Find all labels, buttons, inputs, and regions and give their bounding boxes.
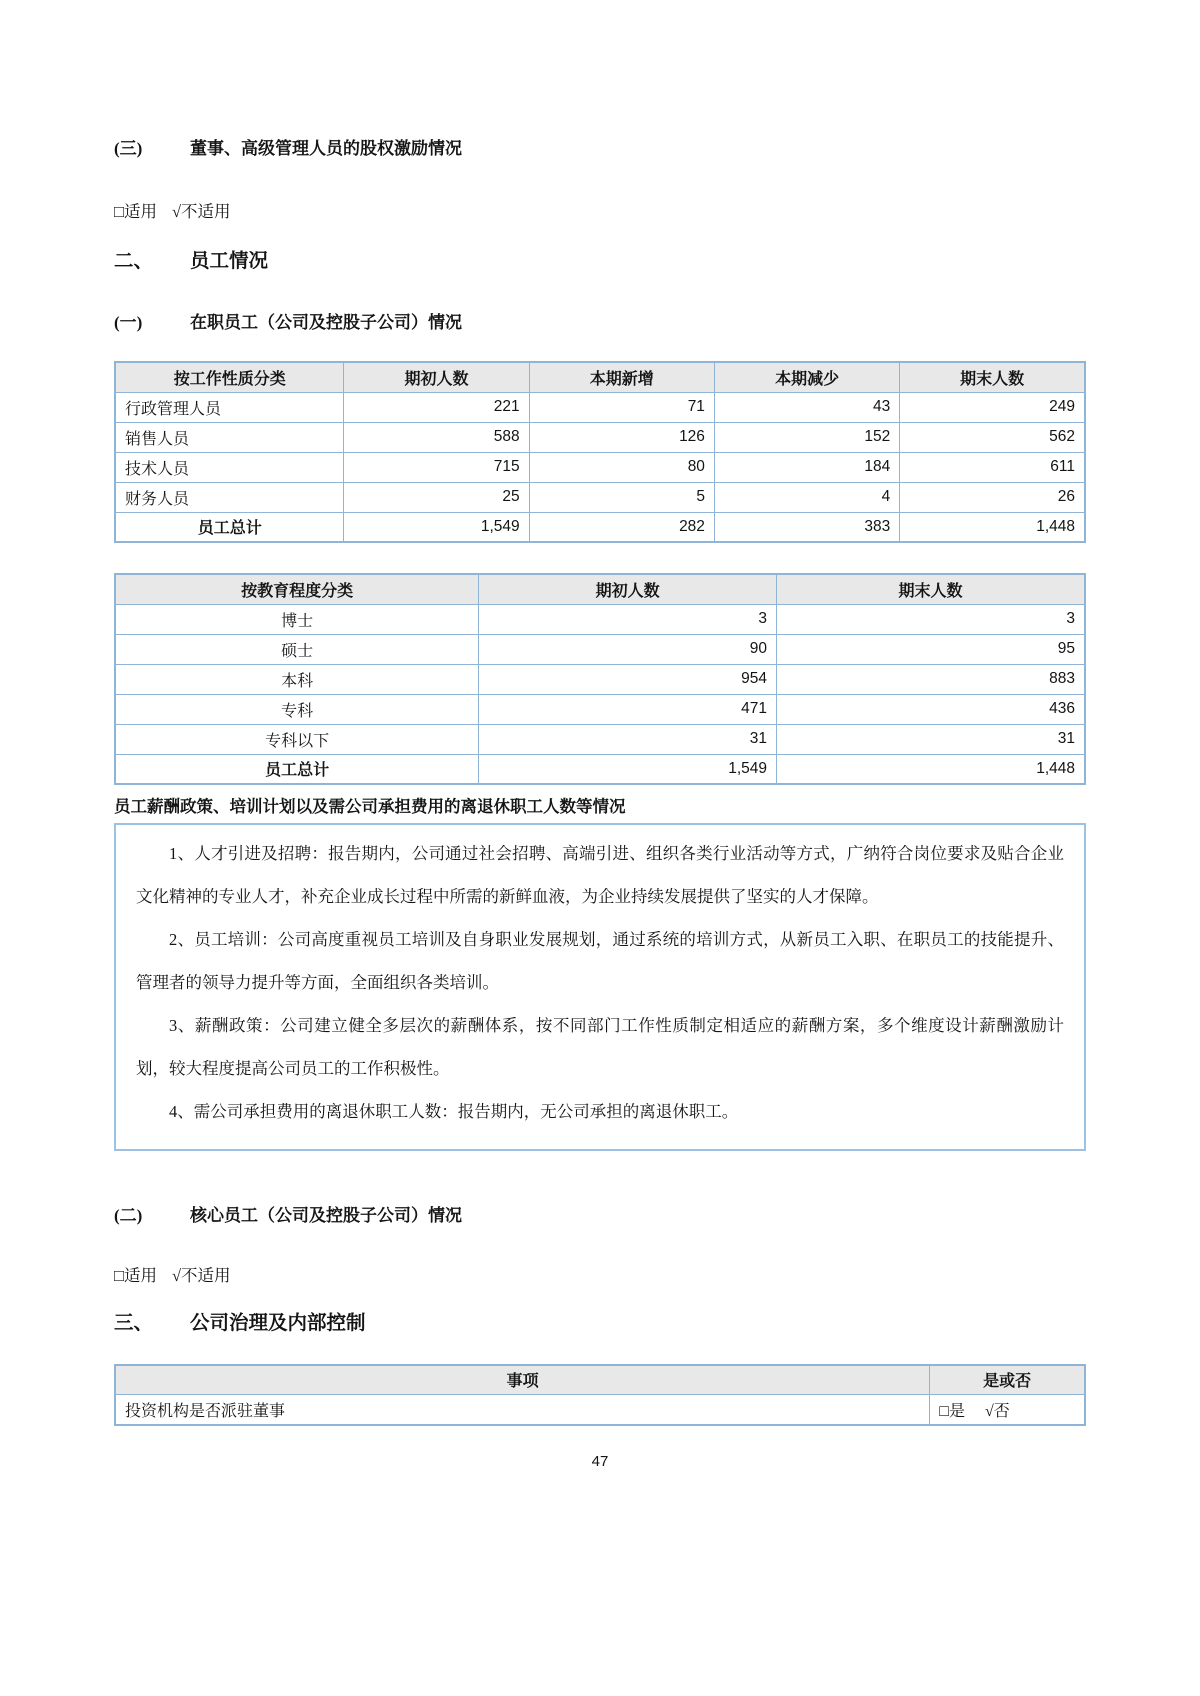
- cell-value: 26: [900, 482, 1085, 512]
- cell-value: 436: [777, 694, 1085, 724]
- cell-value: 1,448: [900, 512, 1085, 542]
- cell-value: 126: [529, 422, 714, 452]
- column-header: 本期新增: [529, 362, 714, 392]
- heading-title: 在职员工（公司及控股子公司）情况: [190, 313, 462, 333]
- cell-value: 5: [529, 482, 714, 512]
- cell-category: 财务人员: [115, 482, 344, 512]
- section-heading-equity-incentive: [114, 138, 1086, 161]
- section-heading-employee-overview: [114, 249, 1086, 275]
- policy-text-box: [114, 823, 1086, 1151]
- cell-value: 249: [900, 392, 1085, 422]
- table-header-row: [115, 362, 1085, 392]
- cell-value: 90: [479, 634, 777, 664]
- cell-value: 471: [479, 694, 777, 724]
- table-total-row: [115, 512, 1085, 542]
- cell-value: 25: [344, 482, 529, 512]
- heading-number: 二、: [114, 250, 154, 272]
- cell-category: 技术人员: [115, 452, 344, 482]
- column-header: 期末人数: [900, 362, 1085, 392]
- table-header-row: [115, 1365, 1085, 1395]
- employees-by-job-table: [114, 361, 1086, 543]
- cell-value: 184: [714, 452, 899, 482]
- checkbox-yes: □是: [939, 1402, 965, 1420]
- cell-total-label: 员工总计: [115, 512, 344, 542]
- cell-value: 1,448: [777, 754, 1085, 784]
- table-row: [115, 422, 1085, 452]
- column-header: 按教育程度分类: [115, 574, 479, 604]
- checkbox-not-applicable: √不适用: [171, 1266, 231, 1286]
- applicability-line-equity: [114, 198, 1086, 222]
- table-total-row: [115, 754, 1085, 784]
- table-header-row: [115, 574, 1085, 604]
- heading-title: 公司治理及内部控制: [190, 1313, 366, 1335]
- checkbox-no: √否: [984, 1402, 1010, 1420]
- cell-category: 销售人员: [115, 422, 344, 452]
- column-header: 期初人数: [344, 362, 529, 392]
- policy-paragraph-recruitment: 1、人才引进及招聘：报告期内，公司通过社会招聘、高端引进、组织各类行业活动等方式，广纳符合岗位要求及贴合企业文化精神的专业人才，补充企业成长过程中所需的新鲜血液，为企业持续发展提供了坚实的人才保障。: [136, 844, 1064, 907]
- table-row: [115, 634, 1085, 664]
- heading-number: (二): [114, 1206, 143, 1226]
- cell-value: 152: [714, 422, 899, 452]
- cell-value: 282: [529, 512, 714, 542]
- heading-number: 三、: [114, 1313, 154, 1335]
- cell-value: 4: [714, 482, 899, 512]
- column-header: 按工作性质分类: [115, 362, 344, 392]
- table-row: [115, 724, 1085, 754]
- cell-category: 行政管理人员: [115, 392, 344, 422]
- cell-value: 954: [479, 664, 777, 694]
- cell-value: 221: [344, 392, 529, 422]
- heading-title: 董事、高级管理人员的股权激励情况: [190, 139, 462, 158]
- cell-category: 博士: [115, 604, 479, 634]
- policy-paragraph-retirees: 4、需公司承担费用的离退休职工人数：报告期内，无公司承担的离退休职工。: [169, 1101, 739, 1121]
- governance-table: [114, 1364, 1086, 1426]
- cell-value: 715: [344, 452, 529, 482]
- cell-value: 883: [777, 664, 1085, 694]
- table-row: [115, 482, 1085, 512]
- table-row: [115, 392, 1085, 422]
- cell-value: 588: [344, 422, 529, 452]
- cell-value: 1,549: [479, 754, 777, 784]
- cell-category: 专科: [115, 694, 479, 724]
- cell-value: 95: [777, 634, 1085, 664]
- cell-total-label: 员工总计: [115, 754, 479, 784]
- policy-paragraph-compensation: 3、薪酬政策：公司建立健全多层次的薪酬体系，按不同部门工作性质制定相适应的薪酬方案，多个维度设计薪酬激励计划，较大程度提高公司员工的工作积极性。: [136, 1015, 1064, 1078]
- cell-value: 3: [479, 604, 777, 634]
- column-header: 是或否: [930, 1365, 1085, 1395]
- table-row: [115, 604, 1085, 634]
- cell-category: 硕士: [115, 634, 479, 664]
- cell-value: 31: [777, 724, 1085, 754]
- column-header: 本期减少: [714, 362, 899, 392]
- checkbox-applicable: □适用: [114, 201, 157, 221]
- cell-category: 专科以下: [115, 724, 479, 754]
- employees-by-education-table: [114, 573, 1086, 785]
- section-heading-core-employees: [114, 1205, 1086, 1228]
- cell-value: 43: [714, 392, 899, 422]
- heading-number: (一): [114, 313, 143, 333]
- cell-value: 383: [714, 512, 899, 542]
- column-header: 期末人数: [777, 574, 1085, 604]
- heading-title: 员工情况: [190, 250, 269, 272]
- cell-value: 3: [777, 604, 1085, 634]
- cell-category: 本科: [115, 664, 479, 694]
- heading-number: (三): [114, 139, 143, 158]
- checkbox-not-applicable: √不适用: [171, 201, 231, 221]
- cell-value: 611: [900, 452, 1085, 482]
- applicability-line-core: [114, 1262, 1086, 1286]
- table-row: [115, 694, 1085, 724]
- heading-title: 核心员工（公司及控股子公司）情况: [190, 1206, 462, 1226]
- section-heading-active-employees: [114, 312, 1086, 335]
- policy-paragraph-training: 2、员工培训：公司高度重视员工培训及自身职业发展规划，通过系统的培训方式，从新员工入职、在职员工的技能提升、管理者的领导力提升等方面，全面组织各类培训。: [136, 929, 1064, 992]
- cell-answer: [930, 1395, 1085, 1425]
- table-row: [115, 1395, 1085, 1425]
- checkbox-applicable: □适用: [114, 1266, 157, 1286]
- policy-section-heading: 员工薪酬政策、培训计划以及需公司承担费用的离退休职工人数等情况: [114, 797, 626, 817]
- cell-value: 71: [529, 392, 714, 422]
- cell-value: 1,549: [344, 512, 529, 542]
- cell-value: 562: [900, 422, 1085, 452]
- column-header: 期初人数: [479, 574, 777, 604]
- column-header: 事项: [115, 1365, 930, 1395]
- table-row: [115, 452, 1085, 482]
- cell-item: 投资机构是否派驻董事: [115, 1395, 930, 1425]
- table-row: [115, 664, 1085, 694]
- cell-value: 80: [529, 452, 714, 482]
- page-number: 47: [591, 1452, 609, 1470]
- section-heading-governance: [114, 1311, 1086, 1337]
- cell-value: 31: [479, 724, 777, 754]
